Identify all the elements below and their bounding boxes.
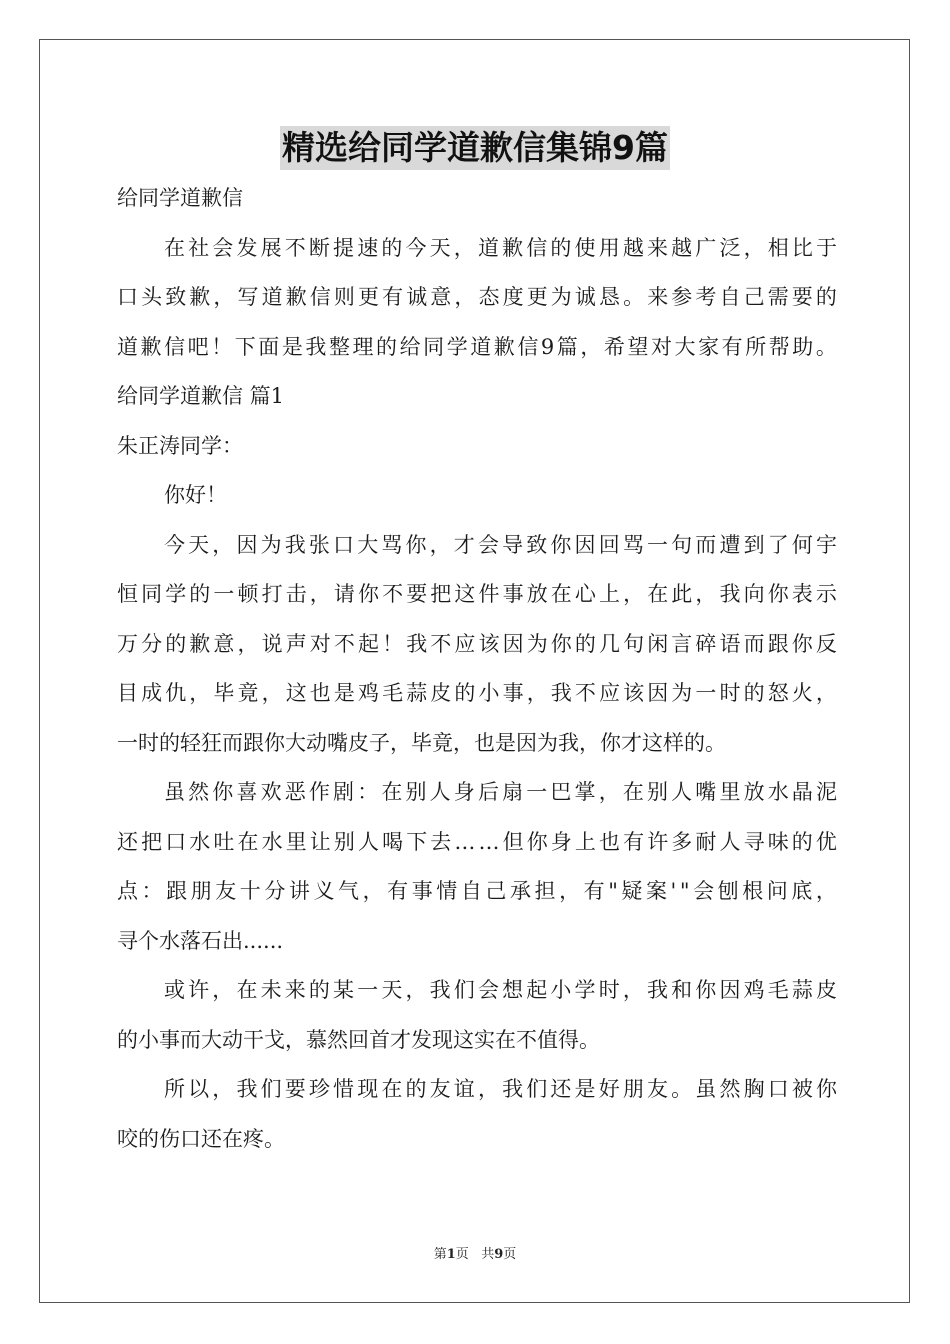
page-current: 1 bbox=[446, 1247, 456, 1262]
body-line: 寻个水落石出...... bbox=[117, 928, 284, 953]
body-line: 点：跟朋友十分讲义气，有事情自己承担，有"疑案'"会刨根问底， bbox=[117, 879, 841, 903]
body-line: 口头致歉，写道歉信则更有诚意，态度更为诚恳。来参考自己需要的 bbox=[117, 285, 840, 309]
body-line: 或许，在未来的某一天，我们会想起小学时，我和你因鸡毛蒜皮 bbox=[164, 978, 841, 1002]
section-heading: 给同学道歉信 篇1 bbox=[117, 384, 285, 408]
body-line: 今天，因为我张口大骂你，才会导致你因回骂一句而遭到了何宇 bbox=[164, 532, 841, 557]
document-body bbox=[117, 174, 841, 1164]
page-suffix: 页 bbox=[455, 1247, 469, 1262]
body-line: 一时的轻狂而跟你大动嘴皮子，毕竟，也是因为我，你才这样的。 bbox=[117, 730, 726, 755]
body-line: 虽然你喜欢恶作剧：在别人身后扇一巴掌，在别人嘴里放水晶泥 bbox=[164, 780, 841, 804]
title-container bbox=[0, 126, 950, 170]
total-prefix: 共 bbox=[481, 1247, 495, 1262]
body-line: 给同学道歉信 bbox=[117, 186, 243, 210]
greeting: 你好！ bbox=[164, 483, 227, 507]
page-total: 9 bbox=[494, 1247, 504, 1262]
page-prefix: 第 bbox=[433, 1247, 447, 1262]
salutation: 朱正涛同学： bbox=[117, 433, 243, 458]
body-line: 目成仇，毕竟，这也是鸡毛蒜皮的小事，我不应该因为一时的怒火， bbox=[117, 681, 840, 705]
total-suffix: 页 bbox=[503, 1247, 517, 1262]
body-line: 的小事而大动干戈，慕然回首才发现这实在不值得。 bbox=[117, 1027, 600, 1052]
body-line: 道歉信吧！下面是我整理的给同学道歉信9篇，希望对大家有所帮助。 bbox=[117, 334, 840, 359]
body-line: 还把口水吐在水里让别人喝下去……但你身上也有许多耐人寻味的优 bbox=[117, 829, 840, 854]
body-line: 在社会发展不断提速的今天，道歉信的使用越来越广泛，相比于 bbox=[164, 235, 841, 260]
body-line: 咬的伤口还在疼。 bbox=[117, 1126, 285, 1151]
body-line: 所以，我们要珍惜现在的友谊，我们还是好朋友。虽然胸口被你 bbox=[164, 1077, 841, 1101]
document-title: 精选给同学道歉信集锦9篇 bbox=[280, 126, 670, 170]
body-line: 万分的歉意，说声对不起！我不应该因为你的几句闲言碎语而跟你反 bbox=[117, 631, 840, 656]
body-line: 恒同学的一顿打击，请你不要把这件事放在心上，在此，我向你表示 bbox=[117, 582, 840, 606]
page-footer bbox=[0, 1246, 950, 1264]
